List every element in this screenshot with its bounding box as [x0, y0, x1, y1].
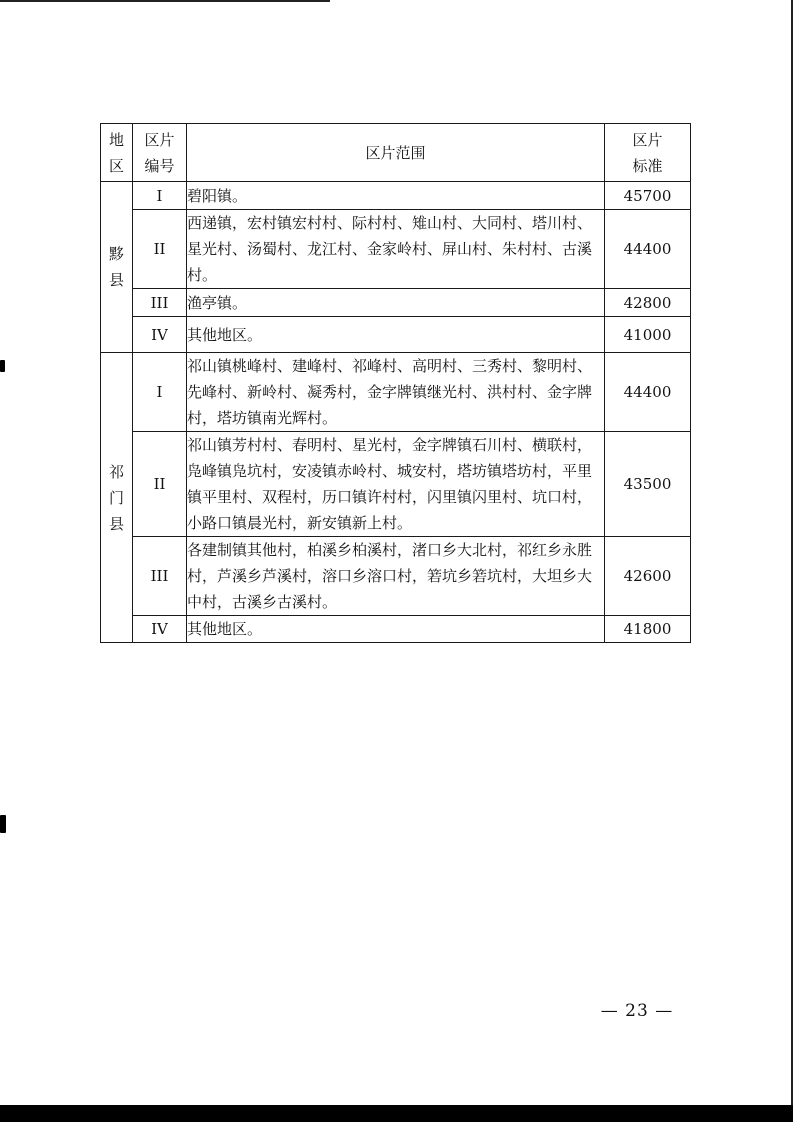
header-area: 地 区: [101, 124, 133, 182]
zone-range: 祁山镇芳村村、春明村、星光村，金字牌镇石川村、横联村，凫峰镇凫坑村，安凌镇赤岭村、城安村，塔坊镇塔坊村，平里镇平里村、双程村，历口镇许村村，闪里镇闪里村、坑口村，小路口镇晨光村，新安镇新上村。: [187, 432, 605, 537]
page-number: — 23 —: [600, 1001, 674, 1021]
area-cell-yixian: 黟 县: [101, 182, 133, 353]
zone-code: III: [133, 289, 187, 317]
zone-code: IV: [133, 317, 187, 353]
zone-code: IV: [133, 616, 187, 643]
zone-standard: 42600: [605, 537, 691, 616]
scan-bottom-edge: [0, 1105, 793, 1122]
scan-mark: [0, 360, 5, 372]
zone-code: I: [133, 182, 187, 210]
zone-standard: 43500: [605, 432, 691, 537]
land-zone-price-table: [100, 123, 691, 643]
table-row: [101, 210, 691, 289]
header-zone-standard: 区片 标准: [605, 124, 691, 182]
zone-range: 各建制镇其他村，柏溪乡柏溪村，渚口乡大北村，祁红乡永胜村，芦溪乡芦溪村，溶口乡溶口村，箬坑乡箬坑村，大坦乡大中村，古溪乡古溪村。: [187, 537, 605, 616]
table-row: [101, 537, 691, 616]
zone-standard: 44400: [605, 210, 691, 289]
zone-standard: 42800: [605, 289, 691, 317]
zone-code: II: [133, 210, 187, 289]
zone-range: 祁山镇桃峰村、建峰村、祁峰村、高明村、三秀村、黎明村、先峰村、新岭村、凝秀村，金字牌镇继光村、洪村村、金字牌村，塔坊镇南光辉村。: [187, 353, 605, 432]
zone-standard: 41800: [605, 616, 691, 643]
table-row: [101, 353, 691, 432]
scan-mark: [0, 815, 6, 833]
zone-range: 其他地区。: [187, 616, 605, 643]
zone-range: 碧阳镇。: [187, 182, 605, 210]
table-row: [101, 317, 691, 353]
zone-standard: 44400: [605, 353, 691, 432]
zone-code: I: [133, 353, 187, 432]
header-zone-code: 区片 编号: [133, 124, 187, 182]
table-row: [101, 432, 691, 537]
table-row: [101, 289, 691, 317]
zone-range: 其他地区。: [187, 317, 605, 353]
table-row: [101, 616, 691, 643]
zone-code: III: [133, 537, 187, 616]
zone-standard: 41000: [605, 317, 691, 353]
area-cell-qimen: 祁 门 县: [101, 353, 133, 643]
zone-code: II: [133, 432, 187, 537]
table-header-row: [101, 124, 691, 182]
top-edge-rule: [0, 0, 330, 2]
table-row: [101, 182, 691, 210]
header-zone-range: 区片范围: [187, 124, 605, 182]
zone-range: 西递镇，宏村镇宏村村、际村村、雉山村、大同村、塔川村、星光村、汤蜀村、龙江村、金家岭村、屏山村、朱村村、古溪村。: [187, 210, 605, 289]
zone-standard: 45700: [605, 182, 691, 210]
zone-range: 渔亭镇。: [187, 289, 605, 317]
